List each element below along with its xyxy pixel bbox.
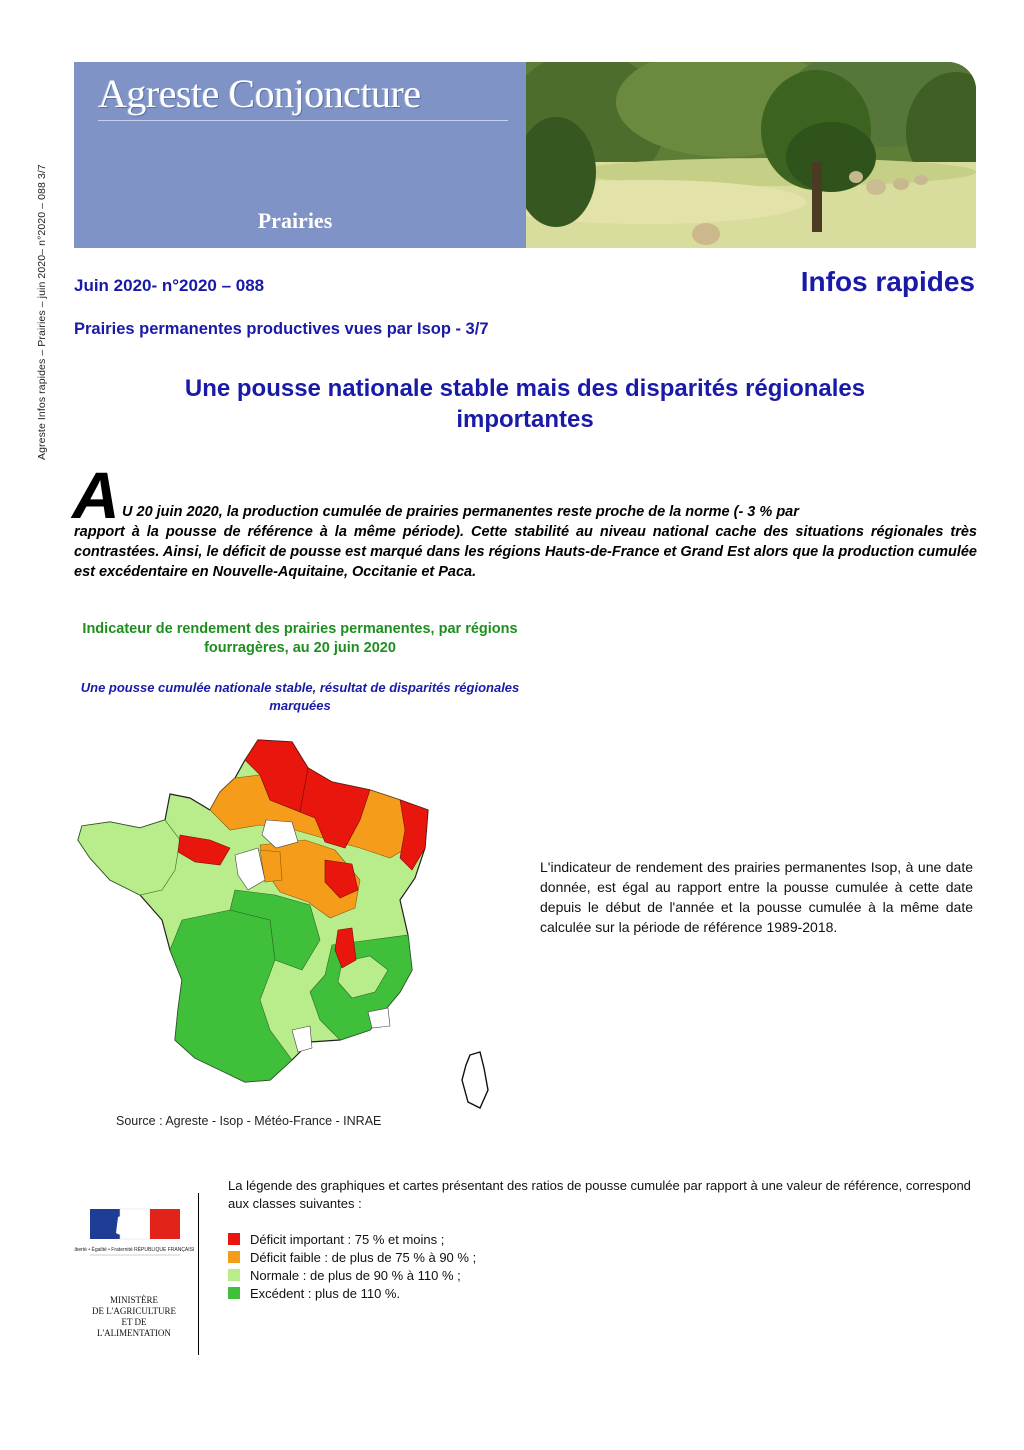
- map-source: Source : Agreste - Isop - Météo-France - INRAE: [116, 1114, 382, 1128]
- region-important-east: [400, 800, 428, 870]
- legend-item: [228, 1248, 476, 1266]
- region-normal-brittany: [78, 820, 180, 895]
- ministry-logo-illustration: [74, 1193, 194, 1353]
- legend-item: [228, 1266, 476, 1284]
- lead-paragraph-first-line: U 20 juin 2020, la production cumulée de prairies permanentes reste proche de la norme (- 3 % par: [122, 504, 799, 520]
- france-yield-map: [70, 730, 510, 1110]
- france-map-svg: [70, 730, 510, 1110]
- legend-label: Déficit faible : de plus de 75 % à 90 % ;: [250, 1249, 477, 1265]
- legend-swatch: [228, 1233, 240, 1245]
- legend-list: [228, 1230, 476, 1302]
- brand-rule: [98, 120, 508, 121]
- ministry-line-3: ET DE: [121, 1317, 147, 1327]
- drop-cap: A: [72, 458, 120, 532]
- legend-item: [228, 1284, 476, 1302]
- ministry-line-2: DE L'AGRICULTURE: [91, 1306, 177, 1316]
- ministry-logo: [74, 1193, 199, 1355]
- republic-caption: Liberté • Égalité • Fraternité RÉPUBLIQUE FRANÇAISE: [74, 1247, 194, 1253]
- meadow-photo-illustration: [526, 62, 976, 248]
- corsica-outline: [462, 1052, 488, 1108]
- header-banner: [74, 62, 976, 248]
- legend-swatch: [228, 1287, 240, 1299]
- legend-swatch: [228, 1251, 240, 1263]
- legend-label: Excédent : plus de 110 %.: [250, 1285, 401, 1301]
- indicator-explanation: L'indicateur de rendement des prairies permanentes Isop, à une date donnée, est égal au rapport entre la pousse cumulée à cette date depuis le début de l'année et la pousse cumulée à la même date calculée sur la période de référence 1989-2018.: [540, 859, 973, 935]
- legend-label: Déficit important : 75 % et moins ;: [250, 1231, 445, 1247]
- side-running-header: Agreste Infos rapides – Prairies – juin 2020– n°2020 – 088 3/7: [36, 164, 48, 460]
- legend-intro: La légende des graphiques et cartes présentant des ratios de pousse cumulée par rapport à une valeur de référence, correspond aux classes suivantes :: [228, 1178, 971, 1211]
- series-title: Prairies permanentes productives vues par Isop - 3/7: [74, 320, 489, 338]
- figure-subtitle: Une pousse cumulée nationale stable, résultat de disparités régionales marquées: [80, 680, 520, 713]
- brand-logo-text: Agreste Conjoncture: [98, 71, 421, 116]
- legend-item: [228, 1230, 476, 1248]
- banner-title-block: [74, 62, 526, 248]
- lead-paragraph: rapport à la pousse de référence à la même période). Cette stabilité au niveau national cache des situations régionales très contrastées. Ainsi, le déficit de pousse est marqué dans les régions Hauts-de-France et Grand Est alors que la production cumulée est excédentaire en Nouvelle-Aquitaine, Occitanie et Paca.: [74, 524, 977, 580]
- ministry-line-1: MINISTÈRE: [110, 1295, 158, 1305]
- publication-subject: Prairies: [257, 208, 333, 233]
- legend-swatch: [228, 1269, 240, 1281]
- ministry-line-4: L'ALIMENTATION: [97, 1328, 171, 1338]
- meadow-photo: [526, 62, 976, 248]
- legend-label: Normale : de plus de 90 % à 110 % ;: [250, 1267, 461, 1283]
- infos-rapides-label: Infos rapides: [800, 266, 975, 297]
- issue-number: Juin 2020- n°2020 – 088: [74, 276, 265, 295]
- figure-title: Indicateur de rendement des prairies permanentes, par régions fourragères, au 20 juin 2020: [82, 621, 518, 656]
- page-headline: Une pousse nationale stable mais des disparités régionales importantes: [184, 375, 866, 433]
